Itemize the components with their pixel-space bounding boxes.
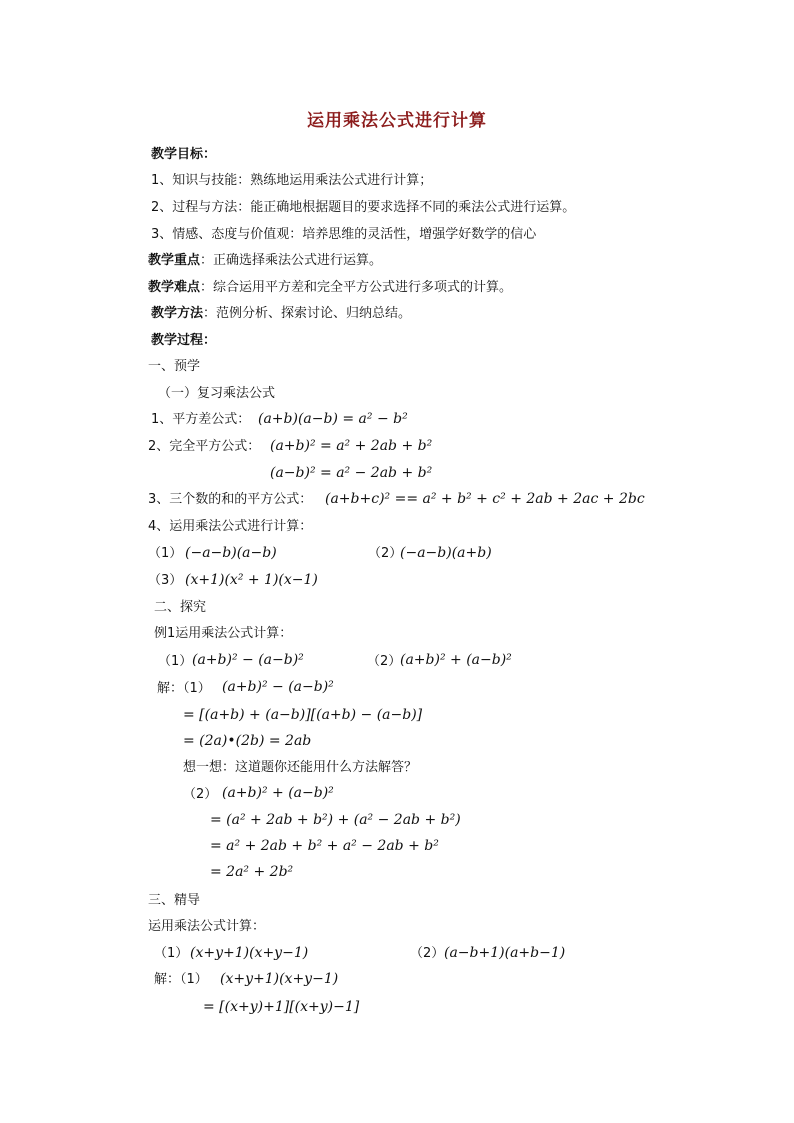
exercise4-item1: (−a−b)(a−b) [185,545,277,561]
method-text: ：范例分析、探索讨论、归纳总结。 [203,306,412,321]
example1-heading: 例1运用乘法公式计算： [154,626,293,641]
example1-item1-label: （1） [158,654,193,669]
objective-item-1: 1、知识与技能：熟练地运用乘法公式进行计算； [151,173,433,188]
formula1-label: 1、平方差公式： [151,412,251,427]
objective-item-2: 2、过程与方法：能正确地根据题目的要求选择不同的乘法公式进行运算。 [151,200,576,215]
solution2-step2: = a² + 2ab + b² + a² − 2ab + b² [210,838,439,854]
exercise4-item3-label: （3） [148,573,183,588]
part3-solution-step1: = [(x+y)+1][(x+y)−1] [203,999,360,1015]
formula-three-term-square: (a+b+c)² == a² + b² + c² + 2ab + 2ac + 2bc [325,491,645,507]
part3-item2-label: （2） [410,946,445,961]
solution2-label: （2） [183,787,218,802]
part3-solution-expression: (x+y+1)(x+y−1) [220,971,339,987]
part3-item1-label: （1） [154,946,189,961]
formula-difference-of-squares: (a+b)(a−b) = a² − b² [258,411,408,427]
formula3-label: 3、三个数的和的平方公式： [148,492,313,507]
exercise4-label: 4、运用乘法公式进行计算： [148,519,313,534]
part3-intro: 运用乘法公式计算： [148,919,266,934]
method-line [151,305,411,323]
think-prompt: 想一想：这道题你还能用什么方法解答？ [183,760,418,775]
solution1-step2: = (2a)•(2b) = 2ab [183,733,312,749]
part3-heading: 三、精导 [148,893,201,908]
part3-solution-label: 解：（1） [154,972,208,987]
exercise4-item3: (x+1)(x² + 1)(x−1) [185,572,318,588]
difficulty-label: 教学难点 [148,280,201,295]
solution2-expression: (a+b)² + (a−b)² [222,785,334,801]
formula-square-of-difference: (a−b)² = a² − 2ab + b² [270,465,433,481]
part1-heading: 一、预学 [148,359,201,374]
process-label: 教学过程： [151,333,217,348]
difficulty-text: ：综合运用平方差和完全平方公式进行多项式的计算。 [200,280,513,295]
page-title: 运用乘法公式进行计算 [307,111,487,131]
solution1-step1: = [(a+b) + (a−b)][(a+b) − (a−b)] [183,707,423,723]
objectives-label: 教学目标： [151,147,217,162]
example1-item2-label: （2） [367,654,402,669]
objective-item-3: 3、情感、态度与价值观：培养思维的灵活性，增强学好数学的信心 [151,227,537,242]
part2-heading: 二、探究 [154,600,207,615]
example1-item2: (a+b)² + (a−b)² [400,652,512,668]
solution2-step1: = (a² + 2ab + b²) + (a² − 2ab + b²) [210,812,461,828]
part3-item1: (x+y+1)(x+y−1) [190,945,309,961]
key-point-line [148,252,382,270]
solution1-label: 解：（1） [157,681,211,696]
formula2-label: 2、完全平方公式： [148,439,261,454]
formula-square-of-sum: (a+b)² = a² + 2ab + b² [270,438,433,454]
exercise4-item2-label: （2） [368,546,403,561]
exercise4-item2: (−a−b)(a+b) [400,545,492,561]
exercise4-item1-label: （1） [148,546,183,561]
example1-item1: (a+b)² − (a−b)² [192,652,304,668]
key-point-text: ：正确选择乘法公式进行运算。 [200,253,383,268]
method-label: 教学方法 [151,306,204,321]
solution1-expression: (a+b)² − (a−b)² [222,679,334,695]
solution2-step3: = 2a² + 2b² [210,864,294,880]
part1-subheading: （一）复习乘法公式 [158,386,276,401]
key-point-label: 教学重点 [148,253,201,268]
difficulty-line [148,279,512,297]
part3-item2: (a−b+1)(a+b−1) [444,945,566,961]
